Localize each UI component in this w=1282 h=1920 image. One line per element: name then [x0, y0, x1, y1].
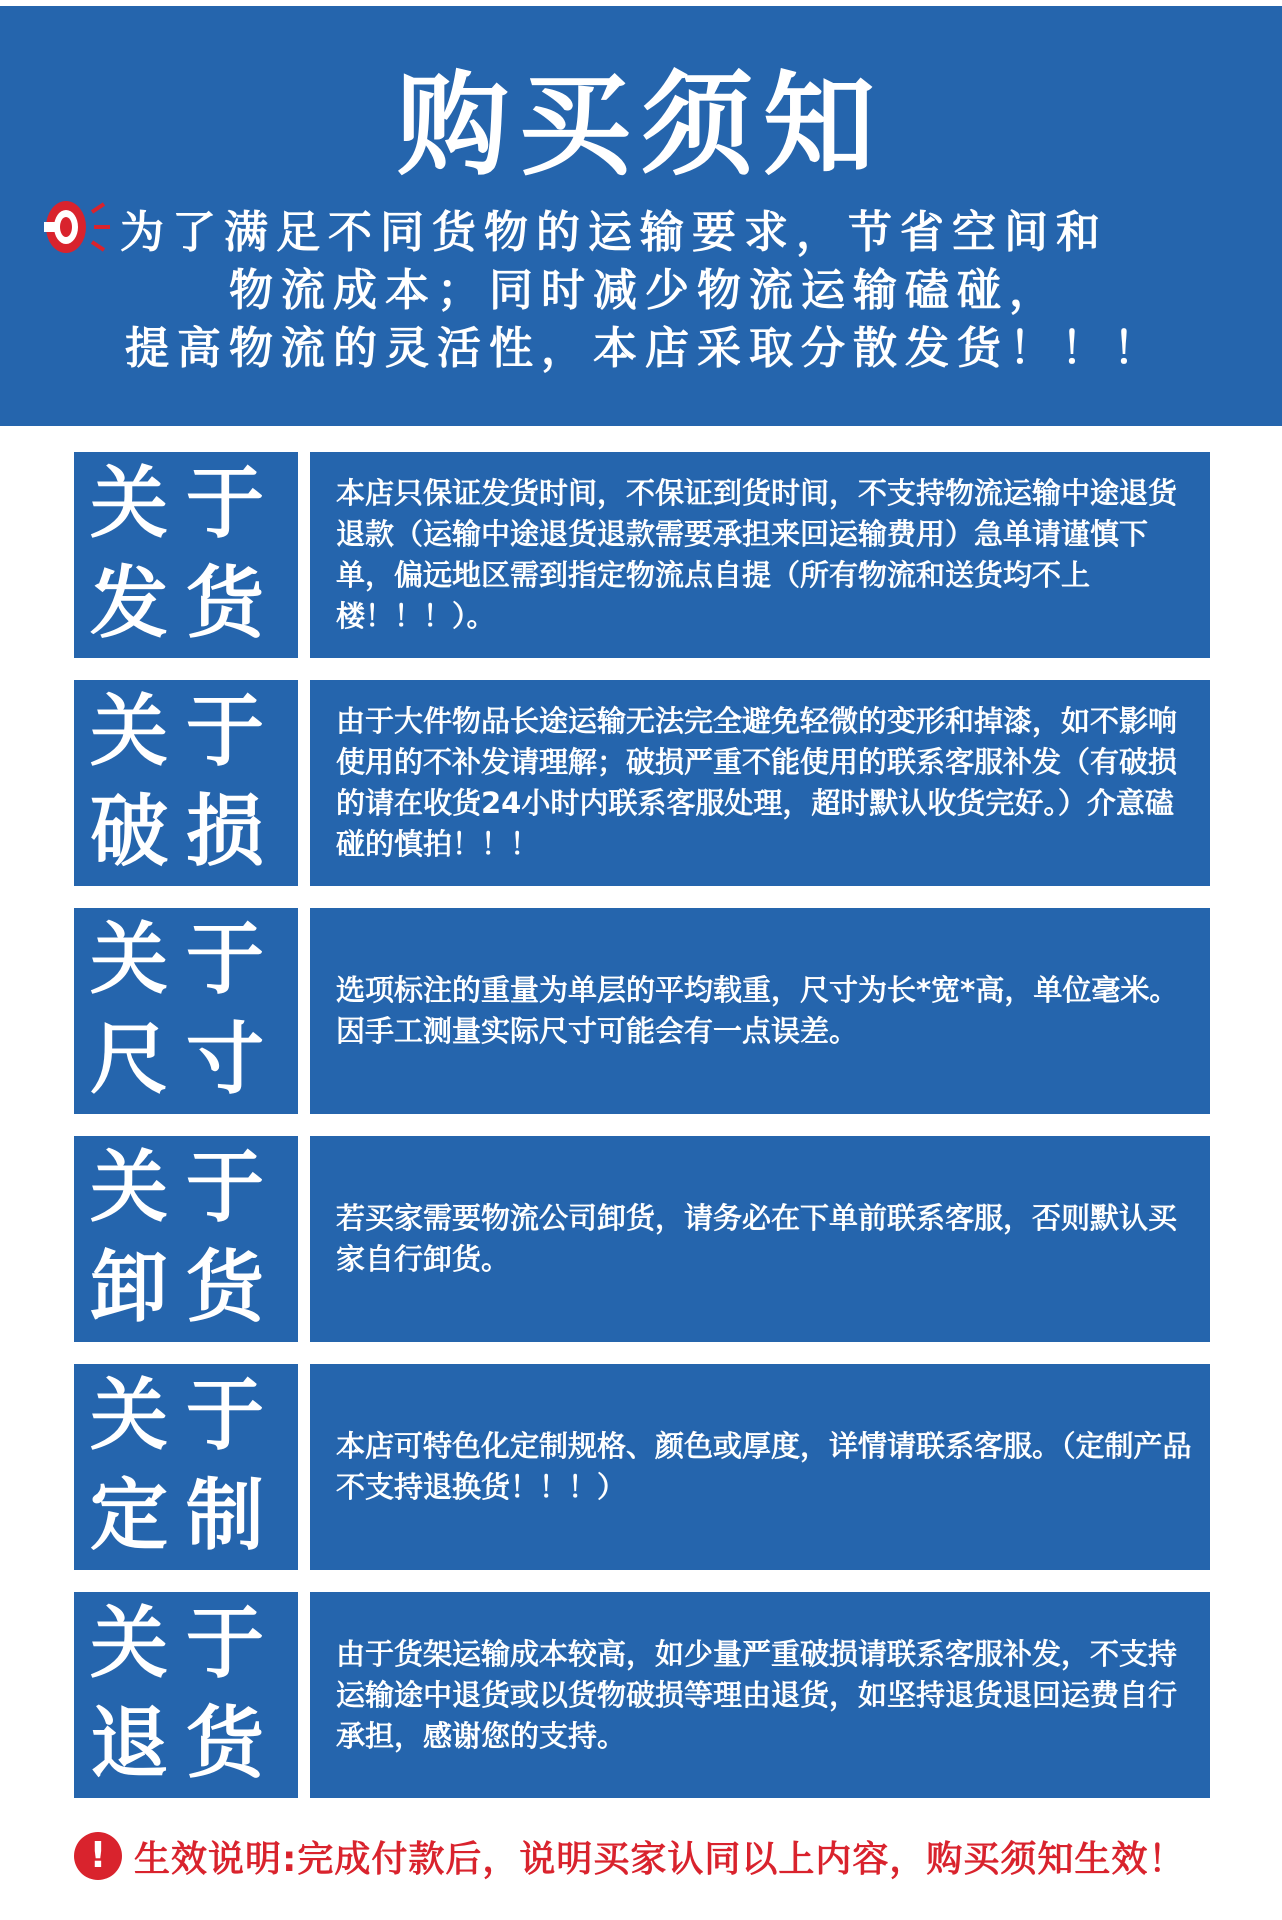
- section-label: [74, 452, 304, 658]
- section-text: 选项标注的重量为单层的平均载重，尺寸为长*宽*高，单位毫米。因手工测量实际尺寸可能会有一点误差。: [310, 908, 1210, 1114]
- section-text: 由于货架运输成本较高，如少量严重破损请联系客服补发，不支持运输途中退货或以货物破损等理由退货，如坚持退货退回运费自行承担，感谢您的支持。: [310, 1592, 1210, 1798]
- page-title: 购买须知: [397, 61, 885, 191]
- section-text: 由于大件物品长途运输无法完全避免轻微的变形和掉漆，如不影响使用的不补发请理解；破损严重不能使用的联系客服补发（有破损的请在收货24小时内联系客服处理，超时默认收货完好。）介意磕碰的慎拍！！！: [310, 680, 1210, 886]
- label-top: 关于: [89, 1599, 282, 1689]
- section-text: 若买家需要物流公司卸货，请务必在下单前联系客服，否则默认买家自行卸货。: [310, 1136, 1210, 1342]
- section-returns: [74, 1592, 1210, 1798]
- intro-line: 物流成本；同时减少物流运输磕碰，: [229, 265, 1061, 316]
- section-text: 本店可特色化定制规格、颜色或厚度，详情请联系客服。（定制产品不支持退换货！！！）: [310, 1364, 1210, 1570]
- footer-text: 生效说明:完成付款后，说明买家认同以上内容，购买须知生效！: [134, 1838, 1186, 1880]
- section-label: [74, 1592, 304, 1798]
- label-bottom: 尺寸: [89, 1015, 282, 1105]
- label-bottom: 卸货: [89, 1243, 282, 1333]
- label-top: 关于: [89, 1143, 282, 1233]
- label-bottom: 定制: [89, 1471, 282, 1561]
- section-damage: [74, 680, 1210, 886]
- label-top: 关于: [89, 687, 282, 777]
- section-custom: [74, 1364, 1210, 1570]
- footer-notice: [74, 1826, 1234, 1886]
- section-size: [74, 908, 1210, 1114]
- label-bottom: 退货: [89, 1699, 282, 1789]
- exclamation-icon: !: [74, 1832, 122, 1880]
- label-top: 关于: [89, 459, 282, 549]
- intro-text: [60, 204, 1230, 378]
- section-label: [74, 1364, 304, 1570]
- section-label: [74, 680, 304, 886]
- section-unloading: [74, 1136, 1210, 1342]
- label-top: 关于: [89, 1371, 282, 1461]
- section-label: [74, 1136, 304, 1342]
- section-shipping: [74, 452, 1210, 658]
- header-banner: [0, 6, 1282, 426]
- label-top: 关于: [89, 915, 282, 1005]
- intro-line: 为了满足不同货物的运输要求，节省空间和: [120, 207, 1108, 258]
- section-label: [74, 908, 304, 1114]
- section-text: 本店只保证发货时间，不保证到货时间，不支持物流运输中途退货退款（运输中途退货退款需要承担来回运输费用）急单请谨慎下单，偏远地区需到指定物流点自提（所有物流和送货均不上楼！！！）。: [310, 452, 1210, 658]
- label-bottom: 破损: [89, 787, 282, 877]
- intro-line: 提高物流的灵活性，本店采取分散发货！！！: [125, 323, 1165, 374]
- label-bottom: 发货: [89, 559, 282, 649]
